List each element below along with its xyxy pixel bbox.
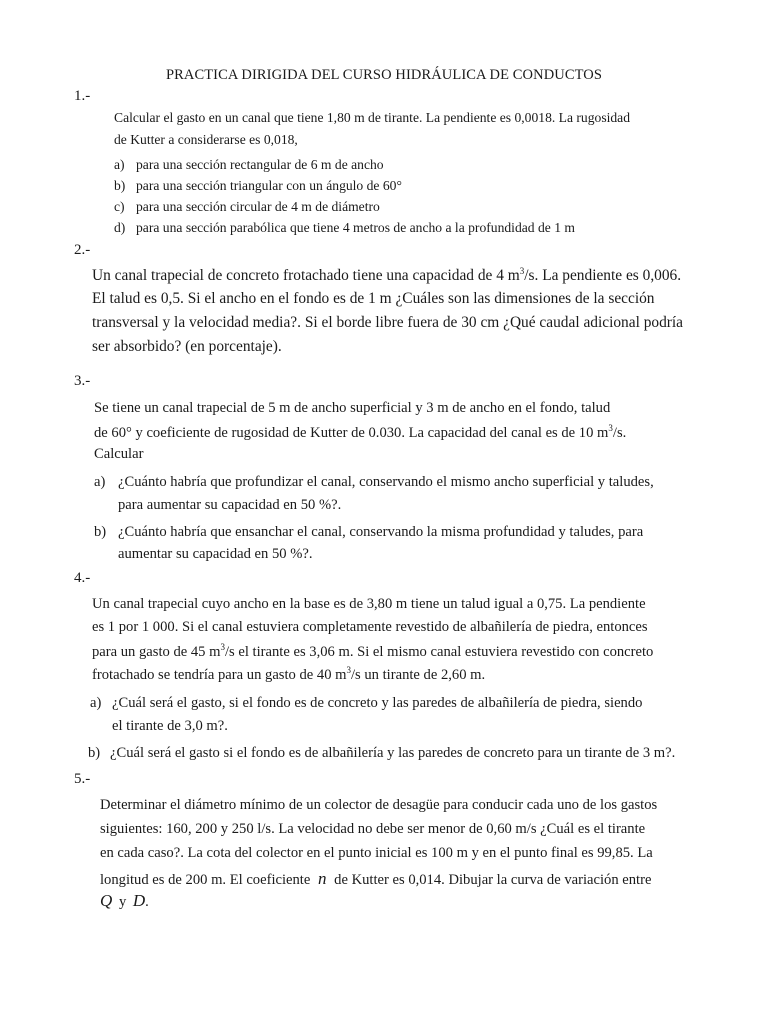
problem-3-line-3: Calcular xyxy=(94,446,144,462)
math-variable-q: Q xyxy=(100,891,113,910)
item-text: para una sección rectangular de 6 m de ancho xyxy=(136,157,384,172)
item-marker: d) xyxy=(114,220,126,235)
problem-1-number: 1.- xyxy=(74,88,91,104)
item-marker: c) xyxy=(114,199,125,214)
text-part: y xyxy=(118,894,127,910)
text-part: Un canal trapecial de concreto frotachado tiene una capacidad de 4 m xyxy=(92,267,520,285)
problem-2-line-1 xyxy=(92,266,681,285)
problem-3-item-b-line-1: ¿Cuánto habría que ensanchar el canal, conservando la misma profundidad y taludes, para xyxy=(118,524,644,540)
problem-5-number: 5.- xyxy=(74,771,91,787)
item-marker: b) xyxy=(114,178,126,193)
problem-2-number: 2.- xyxy=(74,242,91,258)
item-text: para una sección circular de 4 m de diámetro xyxy=(136,199,380,214)
problem-4-item-b-marker: b) xyxy=(88,745,101,761)
problem-4-line-3 xyxy=(92,642,653,661)
superscript: 3 xyxy=(519,266,525,276)
problem-2-line-4: ser absorbido? (en porcentaje). xyxy=(92,338,282,355)
problem-3-item-b-marker: b) xyxy=(94,524,107,540)
problem-4-line-2: es 1 por 1 000. Si el canal estuviera completamente revestido de albañilería de piedra, entonces xyxy=(92,619,648,635)
item-text: para una sección parabólica que tiene 4 metros de ancho a la profundidad de 1 m xyxy=(136,220,575,235)
problem-4-item-a-line-1: ¿Cuál será el gasto, si el fondo es de concreto y las paredes de albañilería de piedra, siendo xyxy=(112,695,643,711)
problem-1-line-1: Calcular el gasto en un canal que tiene 1,80 m de tirante. La pendiente es 0,0018. La rugosidad xyxy=(114,110,631,125)
problem-1-item-a xyxy=(114,157,384,173)
text-part: de Kutter es 0,014. Dibujar la curva de variación entre xyxy=(334,872,652,888)
text-part: /s el tirante es 3,06 m. Si el mismo canal estuviera revestido con concreto xyxy=(224,643,654,660)
text-part: de 60° y coeficiente de rugosidad de Kutter de 0.030. La capacidad del canal es de 10 m xyxy=(94,424,609,441)
problem-3-item-a-marker: a) xyxy=(94,474,106,490)
problem-3-item-a-line-2: para aumentar su capacidad en 50 %?. xyxy=(118,497,342,513)
superscript: 3 xyxy=(346,665,351,675)
text-part: . xyxy=(145,894,149,910)
problem-4-line-1: Un canal trapecial cuyo ancho en la base es de 3,80 m tiene un talud igual a 0,75. La pendiente xyxy=(92,596,646,612)
text-part: longitud es de 200 m. El coeficiente xyxy=(100,872,311,888)
text-part: /s. xyxy=(612,424,627,441)
problem-5-line-1: Determinar el diámetro mínimo de un colector de desagüe para conducir cada uno de los gastos xyxy=(100,797,658,813)
problem-4-number: 4.- xyxy=(74,570,91,586)
problem-3-number: 3.- xyxy=(74,373,91,389)
problem-5-line-2: siguientes: 160, 200 y 250 l/s. La velocidad no debe ser menor de 0,60 m/s ¿Cuál es el tirante xyxy=(100,821,646,837)
problem-5-line-3: en cada caso?. La cota del colector en el punto inicial es 100 m y en el punto final es 99,85. La xyxy=(100,845,653,861)
problem-3-line-2 xyxy=(94,423,626,442)
problem-1-item-c xyxy=(114,199,380,215)
math-variable-d: D xyxy=(132,891,146,910)
problem-4-item-a-line-2: el tirante de 3,0 m?. xyxy=(112,718,228,734)
superscript: 3 xyxy=(220,642,225,652)
problem-3-item-b-line-2: aumentar su capacidad en 50 %?. xyxy=(118,546,313,562)
problem-5-line-4 xyxy=(100,869,651,889)
item-text: para una sección triangular con un ángulo de 60° xyxy=(136,178,402,193)
superscript: 3 xyxy=(608,423,613,433)
problem-1-item-d xyxy=(114,220,575,236)
problem-2-line-3: transversal y la velocidad media?. Si el borde libre fuera de 30 cm ¿Qué caudal adicional podría xyxy=(92,314,684,331)
problem-1-line-2: de Kutter a considerarse es 0,018, xyxy=(114,132,298,147)
problem-5-line-5 xyxy=(100,891,149,911)
text-part: /s. La pendiente es 0,006. xyxy=(524,267,682,285)
problem-4-item-b-line-1: ¿Cuál será el gasto si el fondo es de albañilería y las paredes de concreto para un tirante de 3 m?. xyxy=(110,745,676,761)
problem-2-line-2: El talud es 0,5. Si el ancho en el fondo es de 1 m ¿Cuáles son las dimensiones de la sección xyxy=(92,290,655,307)
problem-1-item-b xyxy=(114,178,402,194)
text-part: /s un tirante de 2,60 m. xyxy=(351,666,486,683)
problem-4-line-4 xyxy=(92,665,485,684)
math-variable-n: n xyxy=(318,869,327,888)
problem-3-line-1: Se tiene un canal trapecial de 5 m de ancho superficial y 3 m de ancho en el fondo, talud xyxy=(94,400,611,416)
item-marker: a) xyxy=(114,157,125,172)
problem-4-item-a-marker: a) xyxy=(90,695,102,711)
page-title: PRACTICA DIRIGIDA DEL CURSO HIDRÁULICA DE CONDUCTOS xyxy=(165,67,603,83)
text-part: frotachado se tendría para un gasto de 40 m xyxy=(92,666,347,683)
problem-3-item-a-line-1: ¿Cuánto habría que profundizar el canal, conservando el mismo ancho superficial y taludes, xyxy=(118,474,654,490)
text-part: para un gasto de 45 m xyxy=(92,643,221,660)
